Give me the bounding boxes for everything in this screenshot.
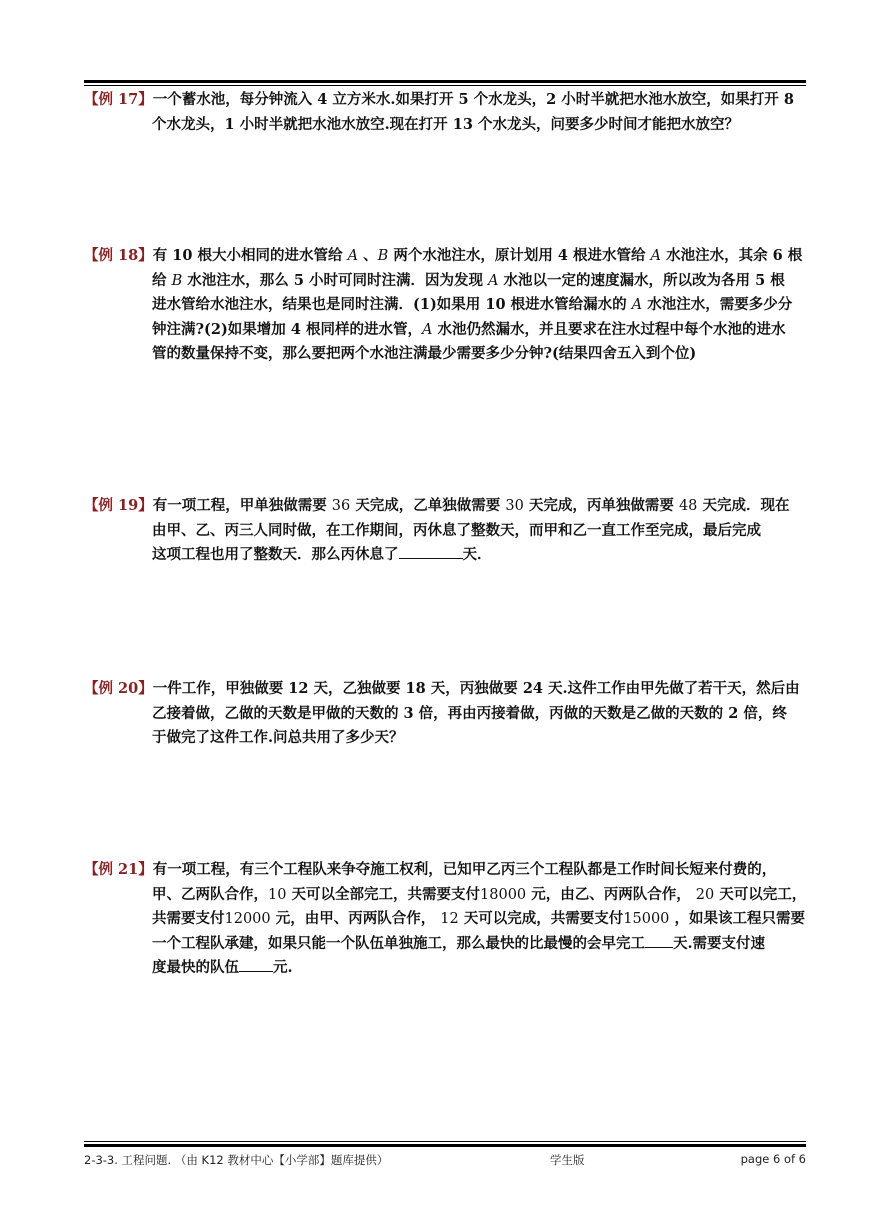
answer-blank <box>645 935 673 948</box>
problem-18: 【例 18】有 10 根大小相同的进水管给 A 、B 两个水池注水，原计划用 4 根进水管给 A 水池注水，其余 6 根 给 B 水池注水，那么 5 小时可同时注满．因为发现 A 水池以一定的速度漏水，所以改为各用 5 根 进水管给水池注水，结果也是同时注满．(1)如果用 10 根进水管给漏水的 A 水池注水，需要多少分 钟注满?(2)如果增加 4 根同样的进水管，A 水池仍然漏水，并且要求在注水过程中每个水池的进水 管的数量保持不变，那么要把两个水池注满最少需要多少分钟?(结果四舍五入到个位) <box>84 244 808 367</box>
problem-tag: 【例 18】 <box>84 247 153 264</box>
problem-text: 乙接着做，乙做的天数是甲做的天数的 3 倍，再由丙接着做，丙做的天数是乙做的天数的 2 倍，终 <box>152 704 787 722</box>
problem-text: 个水龙头，1 小时半就把水池水放空.现在打开 13 个水龙头，问要多少时间才能把水放空？ <box>152 115 739 133</box>
problem-tag: 【例 20】 <box>84 680 153 697</box>
answer-blank <box>239 959 273 972</box>
page-number: page 6 of 6 <box>740 1152 806 1166</box>
problem-19: 【例 19】有一项工程，甲单独做需要 36 天完成，乙单独做需要 30 天完成，丙单独做需要 48 天完成．现在 由甲、乙、丙三人同时做，在工作期间，丙休息了整数天，而甲和乙一直工作至完成，最后完成 这项工程也用了整数天．那么丙休息了 天． <box>84 494 808 568</box>
footer-rule <box>84 1141 806 1147</box>
problem-tag: 【例 17】 <box>84 91 153 108</box>
problem-text: 有一项工程，有三个工程队来争夺施工权利，已知甲乙丙三个工程队都是工作时间长短来付费的， <box>152 861 777 878</box>
problem-text: 一个蓄水池，每分钟流入 4 立方米水.如果打开 5 个水龙头，2 小时半就把水池水放空，如果打开 8 <box>152 91 794 108</box>
page-footer <box>84 1152 806 1168</box>
footer-source: 2-3-3. 工程问题. （由 K12 教材中心【小学部】题库提供） <box>84 1153 389 1167</box>
problem-text: 管的数量保持不变，那么要把两个水池注满最少需要多少分钟?(结果四舍五入到个位) <box>152 345 697 362</box>
footer-edition: 学生版 <box>550 1153 585 1167</box>
answer-blank <box>399 546 463 559</box>
problem-text: 由甲、乙、丙三人同时做，在工作期间，丙休息了整数天，而甲和乙一直工作至完成，最后完成 <box>152 521 761 539</box>
problem-tag: 【例 21】 <box>84 861 153 878</box>
problem-text: 于做完了这件工作.问总共用了多少天？ <box>152 729 404 746</box>
problem-20 <box>84 677 808 751</box>
problem-text: 一件工作，甲独做要 12 天，乙独做要 18 天，丙独做要 24 天.这件工作由甲先做了若干天，然后由 <box>152 680 800 697</box>
header-rule <box>84 80 806 86</box>
problem-17 <box>84 88 808 137</box>
problem-21: 【例 21】有一项工程，有三个工程队来争夺施工权利，已知甲乙丙三个工程队都是工作时间长短来付费的， 甲、乙两队合作，10 天可以全部完工，共需要支付18000 元，由乙、丙两队合作， 20 天可以完工， 共需要支付12000 元，由甲、丙两队合作， 12 天可以完成，共需要支付15000 ，如果该工程只需要 一个工程队承建，如果只能一个队伍单独施工，那么最快的比最慢的会早完工 天.需要支付速 度最快的队伍 元. <box>84 861 807 976</box>
problem-tag: 【例 19】 <box>84 497 153 514</box>
